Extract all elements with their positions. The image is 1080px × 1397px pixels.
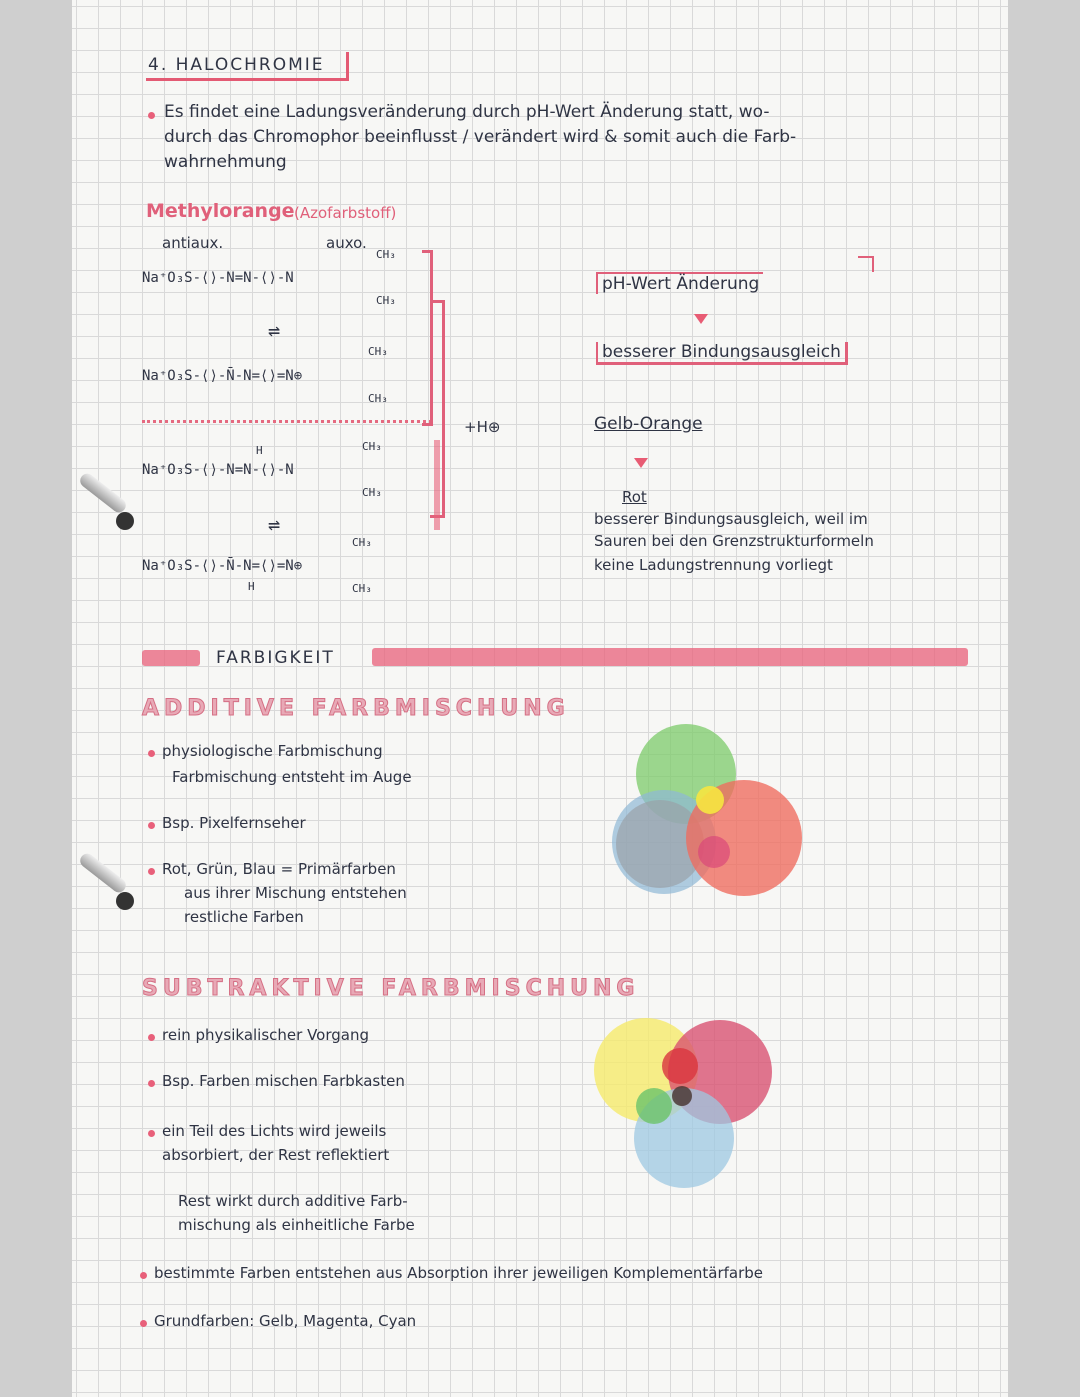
additive-bullet-1: physiologische Farbmischung: [162, 742, 383, 760]
methyl-4b: CH₃: [352, 582, 372, 595]
magenta-spot: [698, 836, 730, 868]
bracket-arrow: [434, 440, 440, 530]
result-line-3: keine Ladungstrennung vorliegt: [594, 556, 833, 574]
additive-bullet-3-sub2: restliche Farben: [184, 908, 304, 926]
rest-line-1: Rest wirkt durch additive Farb-: [178, 1192, 408, 1210]
eq-1: ⇌: [268, 318, 281, 342]
binder-hole-top: [116, 512, 134, 530]
bond-balance-label: besserer Bindungsausgleich: [596, 342, 848, 365]
methyl-1a: CH₃: [376, 248, 396, 261]
subtractive-bullet-1: rein physikalischer Vorgang: [162, 1026, 369, 1044]
subtractive-bullet-3-sub: absorbiert, der Rest reflektiert: [162, 1146, 390, 1164]
yellow-spot: [696, 786, 724, 814]
structure-2: Na⁺O₃S-⟨⟩-N̄-N=⟨⟩=N⊕: [142, 368, 303, 384]
additive-title: ADDITIVE FARBMISCHUNG: [142, 696, 570, 721]
methyl-4a: CH₃: [352, 536, 372, 549]
bullet: [148, 1034, 155, 1041]
additive-bullet-3: Rot, Grün, Blau = Primärfarben: [162, 860, 396, 878]
plus-h-label: +H⊕: [464, 418, 501, 436]
bullet: [148, 868, 155, 875]
bullet: [140, 1320, 147, 1327]
eq-2: ⇌: [268, 512, 281, 536]
color-yellow-orange: Gelb-Orange: [594, 414, 703, 434]
intro-line-3: wahrnehmung: [164, 152, 287, 172]
bullet: [148, 750, 155, 757]
dotted-divider: [142, 420, 432, 423]
label-antiaux: antiaux.: [162, 234, 224, 252]
label-h-1: H: [256, 444, 263, 457]
label-h-2: H: [248, 580, 255, 593]
additive-bullet-3-sub: aus ihrer Mischung entstehen: [184, 884, 407, 902]
methyl-3a: CH₃: [362, 440, 382, 453]
label-auxo: auxo.: [326, 234, 367, 252]
subtractive-bullet-2: Bsp. Farben mischen Farbkasten: [162, 1072, 405, 1090]
arrow-down-2: [634, 458, 648, 468]
bullet: [148, 822, 155, 829]
bullet: [148, 1080, 155, 1087]
color-red: Rot: [622, 488, 647, 506]
banner-bar-right: [372, 648, 968, 666]
methyl-3b: CH₃: [362, 486, 382, 499]
compound-subtitle: (Azofarbstoff): [294, 204, 397, 222]
ph-box-corner: [858, 256, 874, 272]
ph-change-label: pH-Wert Änderung: [596, 272, 763, 294]
structure-1: Na⁺O₃S-⟨⟩-N=N-⟨⟩-N: [142, 270, 294, 286]
methyl-2a: CH₃: [368, 345, 388, 358]
subtractive-color-circles: [584, 1008, 814, 1208]
result-line-2: Sauren bei den Grenzstrukturformeln: [594, 532, 874, 550]
binder-hole-bottom: [116, 892, 134, 910]
subtractive-bullet-3: ein Teil des Lichts wird jeweils: [162, 1122, 387, 1140]
arrow-down-1: [694, 314, 708, 324]
methyl-2b: CH₃: [368, 392, 388, 405]
banner-bar-left: [142, 650, 200, 666]
structure-3: Na⁺O₃S-⟨⟩-N=N-⟨⟩-N: [142, 462, 294, 478]
subtractive-title: SUBTRAKTIVE FARBMISCHUNG: [142, 976, 640, 1001]
banner-title: FARBIGKEIT: [216, 648, 335, 668]
methyl-1b: CH₃: [376, 294, 396, 307]
bullet: [148, 112, 155, 119]
bullet: [140, 1272, 147, 1279]
intro-line-1: Es findet eine Ladungsveränderung durch pH-Wert Änderung statt, wo-: [164, 102, 770, 122]
additive-bullet-2: Bsp. Pixelfernseher: [162, 814, 306, 832]
rest-line-2: mischung als einheitliche Farbe: [178, 1216, 415, 1234]
dark-spot: [672, 1086, 692, 1106]
intro-line-2: durch das Chromophor beeinflusst / verändert wird & somit auch die Farb-: [164, 127, 797, 147]
final-bullet-1: bestimmte Farben entstehen aus Absorption ihrer jeweiligen Komplementärfarbe: [154, 1264, 764, 1282]
section-heading: 4. HALOCHROMIE: [148, 55, 325, 75]
bullet: [148, 1130, 155, 1137]
red-spot: [662, 1048, 698, 1084]
compound-title: Methylorange: [146, 200, 295, 222]
notebook-page: [72, 0, 1008, 1397]
additive-color-circles: [602, 712, 822, 922]
final-bullet-2: Grundfarben: Gelb, Magenta, Cyan: [154, 1312, 417, 1330]
green-spot: [636, 1088, 672, 1124]
result-line-1: besserer Bindungsausgleich, weil im: [594, 510, 868, 528]
structure-4: Na⁺O₃S-⟨⟩-N̄-N=⟨⟩=N⊕: [142, 558, 303, 574]
additive-bullet-1-sub: Farbmischung entsteht im Auge: [172, 768, 412, 786]
